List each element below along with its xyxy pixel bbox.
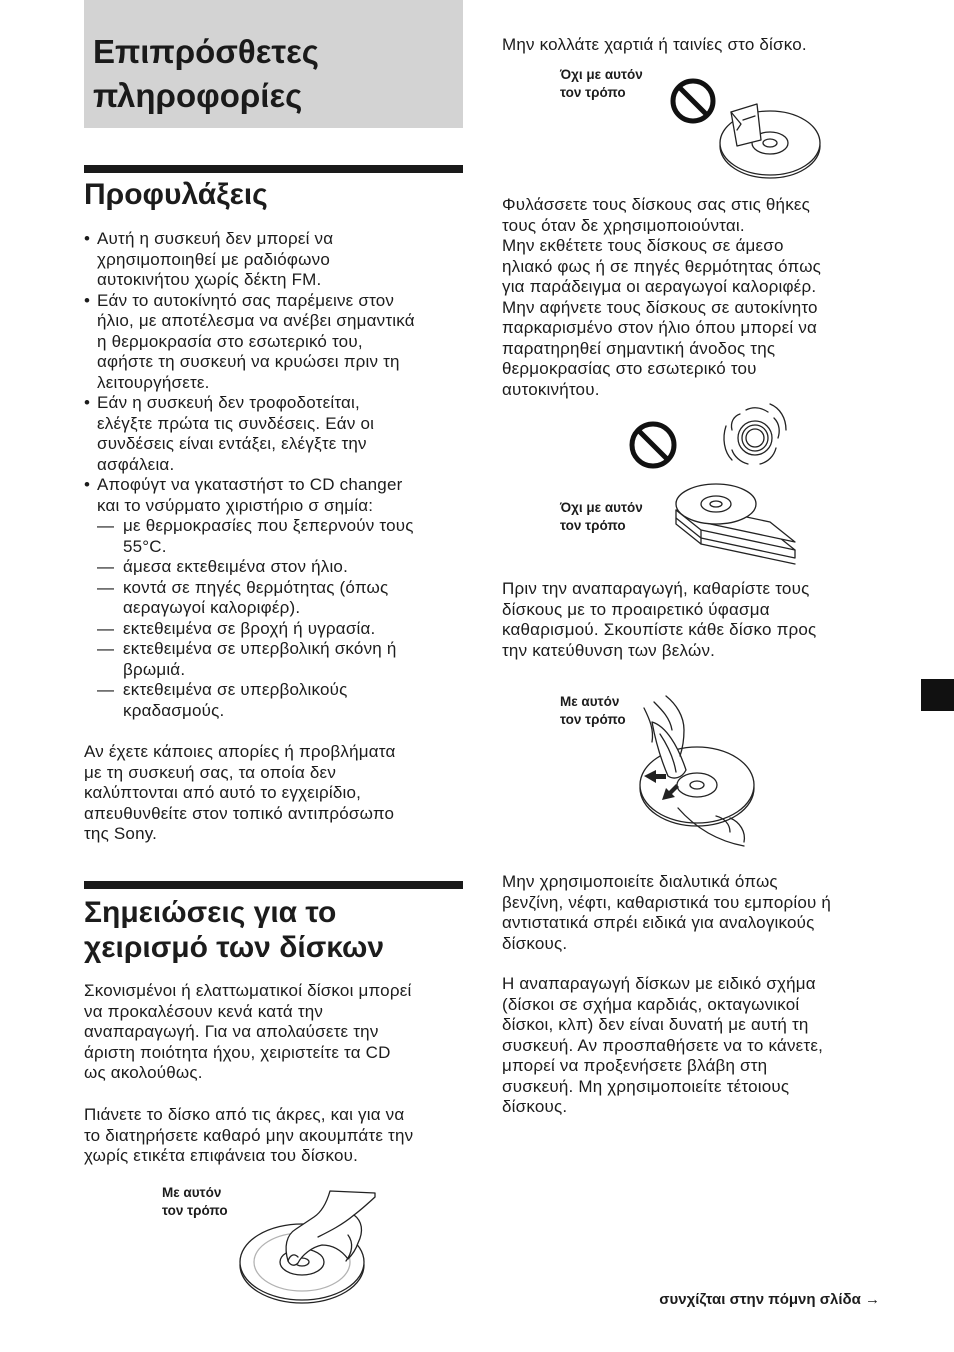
text-line: Εάν η συσκευή δεν τροφοδοτείται, [97,393,360,412]
text-line: άριστη ποιότητα ήχου, χειριστείτε τα CD [84,1042,391,1062]
text-line: ηλιακό φως ή σε πηγές θερμότητας όπως [502,256,822,276]
dash-glyph: — [97,618,115,638]
bullet-glyph: • [84,475,91,494]
bullet-item [84,475,415,516]
text-line: Με αυτόν [560,694,620,709]
text-line: κοντά σε πηγές θερμότητας (όπως [123,577,389,597]
text-line: δίσκους. [502,933,568,953]
dash-item [84,516,415,557]
page-title [93,30,319,118]
disc-holding-illustration [230,1185,380,1305]
special-shapes-paragraph [502,974,823,1118]
disc-shape [676,484,756,524]
text-line: απευθυνθείτε στον τοπικό αντιπρόσωπο [84,803,395,823]
text-line: δίσκοι, κλπ) δεν είναι δυνατή με αυτή τη [502,1015,809,1034]
prohibited-icon [632,424,674,466]
dash-text [123,639,397,680]
disc-notes-heading [84,895,384,965]
dash-glyph: — [97,680,115,699]
paper-sticker-shape [731,104,761,146]
dash-glyph: — [97,516,115,535]
text-line: Αποφύγτ να γκαταστήστ το CD changer [97,475,403,494]
dash-item [84,680,415,721]
continued-text: συνχίζται στην πόμνη σλίδα [659,1291,861,1308]
text-line: Σκονισμένοι ή ελαττωματικοί δίσκοι μπορεί [84,981,412,1000]
dash-glyph: — [97,639,115,658]
text-line: εκτεθειμένα σε βροχή ή υγρασία. [123,618,376,638]
text-line: με τη συσκευή σας, τα οποία δεν [84,762,337,782]
precautions-list [84,229,415,721]
bullet-glyph: • [84,229,91,248]
text-line: καθαρισμού. Σκουπίστε κάθε δίσκο προς [502,620,817,639]
dash-text [123,516,414,557]
text-line: Επιπρόσθετες [93,33,319,70]
bullet-item [84,393,415,475]
precautions-heading: Προφυλάξεις [84,178,268,211]
contact-paragraph [84,742,396,845]
text-line: 55°C. [123,536,167,556]
dash-item [84,619,415,640]
bullet-glyph: • [84,290,91,310]
text-line: Μην κολλάτε χαρτιά ή ταινίες στο δίσκο. [502,35,807,54]
dash-text [123,578,388,619]
text-line: για παράδειγμα οι αεραγωγοί καλοριφέρ. [502,277,817,296]
text-line: συσκευή. Μη χρησιμοποιείτε τέτοιους [502,1076,790,1096]
section-tab-marker [921,679,954,711]
dash-item [84,557,415,578]
text-line: το διατηρήσετε καθαρό μην ακουμπάτε την [84,1125,414,1145]
disc-sticker-illustration [665,68,830,180]
bullet-item [84,229,415,291]
text-line: ασφάλεια. [97,454,175,474]
dash-item [84,639,415,680]
no-stickers-caption [560,66,643,101]
section-rule [84,165,463,173]
text-line: η θερμοκρασία στο εσωτερικό του, [97,331,363,351]
text-line: κραδασμούς. [123,700,225,720]
section-header-box [84,0,463,128]
text-line: χρησιμοποιηθεί με ραδιόφωνο [97,249,330,269]
text-line: τους όταν δε χρησιμοποιούνται. [502,215,745,235]
text-line: Με αυτόν [162,1185,222,1200]
text-line: λειτουργήσετε. [97,372,210,392]
text-line: ελέγξτε πρώτα τις συνδέσεις. Εάν οι [97,413,375,433]
text-line: την κατεύθυνση των βελών. [502,640,716,660]
cleaning-caption [560,693,626,728]
bullet-text [97,475,402,516]
text-line: με θερμοκρασίες που ξεπερνούν τους [123,516,414,535]
text-line: τον τρόπο [162,1202,228,1218]
text-line: καλύπτονται από αυτό το εγχειρίδιο, [84,783,362,802]
prohibited-icon [673,81,713,121]
dash-glyph: — [97,577,115,597]
text-line: αεραγωγοί καλοριφέρ). [123,598,301,617]
text-line: αντιστατικά σπρέι ειδικά για αναλογικούς [502,913,815,932]
text-line: θερμοκρασίας στο εσωτερικό του [502,359,757,378]
disc-shape [640,747,754,826]
bullet-glyph: • [84,393,91,412]
sun-icon [724,404,786,464]
text-line: της Sony. [84,824,158,843]
text-line: τον τρόπο [560,517,626,533]
disc-sunlight-illustration [620,400,805,565]
text-line: Όχι με αυτόν [560,67,643,82]
text-line: άμεσα εκτεθειμένα στον ήλιο. [123,557,349,576]
text-line: Μην αφήνετε τους δίσκους σε αυτοκίνητο [502,297,818,317]
text-line: δίσκους. [502,1097,568,1116]
text-line: Φυλάσσετε τους δίσκους σας στις θήκες [502,195,811,214]
text-line: Αν έχετε κάποιες απορίες ή προβλήματα [84,742,396,761]
text-line: Η αναπαραγωγή δίσκων με ειδικό σχήμα [502,974,816,993]
text-line: Μην εκθέτετε τους δίσκους σε άμεσο [502,236,784,255]
text-line: συσκευή. Αν προσπαθήσετε να το κάνετε, [502,1035,824,1055]
section-rule [84,881,463,889]
text-line: αυτοκινήτου χωρίς δέκτη FM. [97,270,322,289]
text-line: Αυτή η συσκευή δεν μπορεί να [97,229,334,248]
text-line: Εάν το αυτοκίνητό σας παρέμεινε στον [97,290,395,310]
text-line: παρκαρισμένο στον ήλιο όπου μπορεί να [502,318,818,337]
disc-intro-paragraph [84,981,411,1084]
text-line: ως ακολούθως. [84,1063,203,1082]
continued-footer [659,1290,880,1310]
dash-glyph: — [97,557,115,576]
bullet-item [84,291,415,394]
text-line: τον τρόπο [560,84,626,100]
text-line: αναπαραγωγή. Για να απολαύσετε την [84,1022,379,1041]
text-line: βρωμιά. [123,659,186,679]
text-line: συνδέσεις είναι εντάξει, ελέγξτε την [97,434,367,453]
bullet-text [97,229,333,291]
text-line: χειρισμό των δίσκων [84,931,384,964]
dash-text [123,557,348,578]
text-line: τον τρόπο [560,711,626,727]
text-line: χωρίς ετικέτα επιφάνεια του δίσκου. [84,1146,359,1165]
text-line: (δίσκοι σε σχήμα καρδιάς, οκταγωνικοί [502,994,800,1014]
disc-cleaning-illustration [632,690,757,850]
text-line: ήλιο, με αποτέλεσμα να ανέβει σημαντικά [97,311,415,330]
text-line: δίσκους με το προαιρετικό ύφασμα [502,599,770,619]
text-line: αφήστε τη συσκευή να κρυώσει πριν τη [97,352,400,371]
storage-caption [560,499,643,534]
text-line: εκτεθειμένα σε υπερβολική σκόνη ή [123,639,397,658]
bullet-text [97,291,415,394]
text-line: Πριν την αναπαραγωγή, καθαρίστε τους [502,579,810,598]
text-line: και το νσύρματο χιριστήριο σ σημία: [97,495,374,515]
handling-caption [162,1184,228,1219]
bullet-text [97,393,374,475]
text-line: εκτεθειμένα σε υπερβολικούς [123,680,348,699]
text-line: Μην χρησιμοποιείτε διαλυτικά όπως [502,872,778,891]
arrow-right-icon: → [865,1291,880,1308]
no-stickers-paragraph [502,35,807,56]
dash-text [123,680,348,721]
text-line: πληροφορίες [93,77,303,114]
text-line: παρατηρηθεί σημαντική άνοδος της [502,338,776,358]
text-line: Όχι με αυτόν [560,500,643,515]
text-line: Σημειώσεις για το [84,896,337,929]
text-line: αυτοκινήτου. [502,379,600,399]
text-line: βενζίνη, νέφτι, καθαριστικά του εμπορίου ή [502,892,832,912]
disc-handling-paragraph [84,1105,413,1167]
text-line: μπορεί να προξενήσετε βλάβη στη [502,1056,768,1075]
text-line: Πιάνετε το δίσκο από τις άκρες, και για να [84,1105,405,1124]
solvents-paragraph [502,872,831,954]
storage-paragraph [502,195,821,400]
dash-item [84,578,415,619]
dash-text [123,619,375,640]
cleaning-paragraph [502,579,816,661]
text-line: να προκαλέσουν κενά κατά την [84,1001,324,1021]
